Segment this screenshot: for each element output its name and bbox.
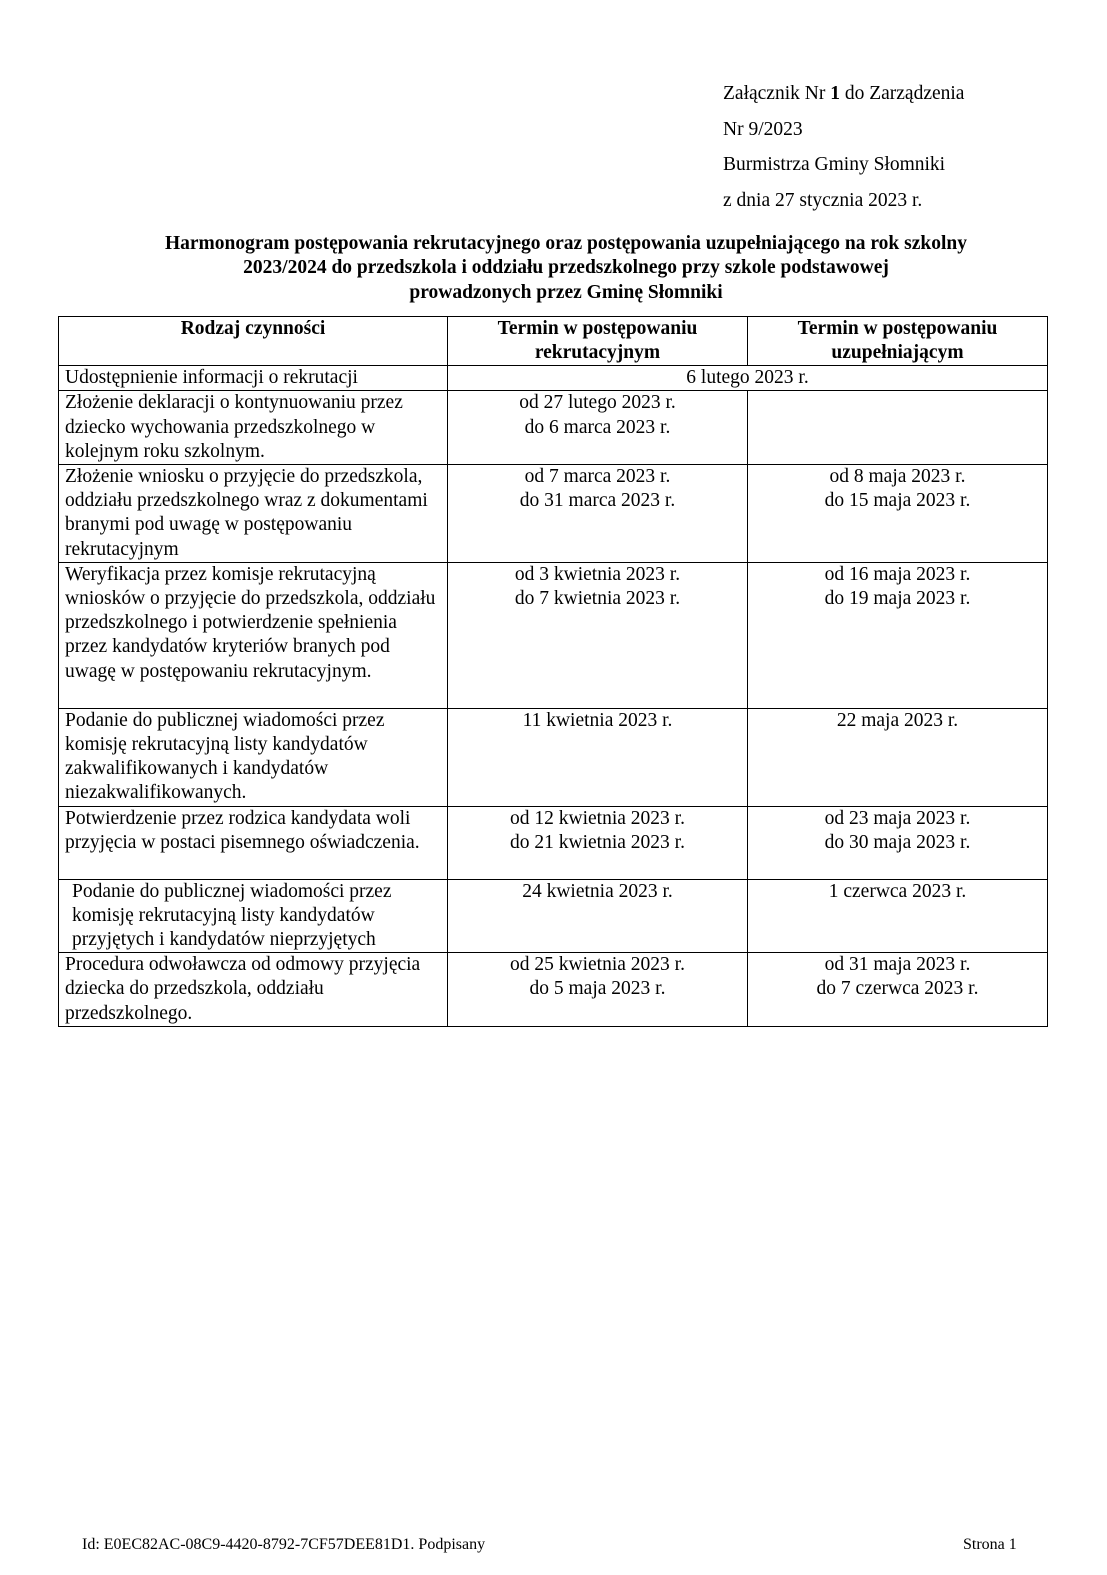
date-to: do 7 czerwca 2023 r. <box>816 978 979 1000</box>
annex-header <box>723 76 964 218</box>
schedule-table <box>58 316 1048 1027</box>
date-to: do 7 kwietnia 2023 r. <box>514 588 681 610</box>
recruitment-date-cell <box>448 391 748 465</box>
page-number-footer: Strona 1 <box>963 1536 1017 1553</box>
date-from: od 27 lutego 2023 r. <box>519 392 676 414</box>
merged-date-cell: 6 lutego 2023 r. <box>448 366 1048 391</box>
header-supplementary-line-1: Termin w postępowaniu <box>797 318 998 339</box>
activity-cell: Potwierdzenie przez rodzica kandydata woli przyjęcia w postaci pisemnego oświadczenia. <box>59 806 448 879</box>
table-row <box>59 465 1048 563</box>
supplementary-date-cell <box>748 806 1048 879</box>
activity-cell: Procedura odwoławcza od odmowy przyjęcia dziecka do przedszkola, oddziału przedszkolnego. <box>59 953 448 1027</box>
header-supplementary <box>748 317 1048 366</box>
supplementary-date-cell <box>748 465 1048 563</box>
header-supplementary-line-2: uzupełniającym <box>831 342 964 364</box>
date-from: od 31 maja 2023 r. <box>824 954 971 976</box>
header-activity: Rodzaj czynności <box>59 317 448 366</box>
recruitment-date-cell: 11 kwietnia 2023 r. <box>448 708 748 806</box>
date-to: do 30 maja 2023 r. <box>824 831 971 853</box>
header-recruitment-line-1: Termin w postępowaniu <box>497 318 698 339</box>
supplementary-date-cell <box>748 562 1048 708</box>
recruitment-date-cell <box>448 806 748 879</box>
supplementary-date-cell <box>748 391 1048 465</box>
date-to: do 21 kwietnia 2023 r. <box>510 831 685 853</box>
table-row <box>59 806 1048 879</box>
recruitment-date-cell <box>448 953 748 1027</box>
recruitment-date-cell: 24 kwietnia 2023 r. <box>448 879 748 953</box>
annex-line-1 <box>723 76 964 112</box>
table-row <box>59 879 1048 953</box>
activity-cell: Podanie do publicznej wiadomości przez komisję rekrutacyjną listy kandydatów przyjętych i kandydatów nieprzyjętych <box>59 879 448 953</box>
date-from: od 12 kwietnia 2023 r. <box>510 807 685 829</box>
table-row <box>59 366 1048 391</box>
date-from: od 8 maja 2023 r. <box>829 466 966 488</box>
document-title <box>60 232 1072 305</box>
supplementary-date-cell <box>748 953 1048 1027</box>
title-line-1: Harmonogram postępowania rekrutacyjnego oraz postępowania uzupełniającego na rok szkolny <box>164 233 968 254</box>
annex-number: 1 <box>830 83 840 104</box>
date-from: od 25 kwietnia 2023 r. <box>510 954 685 976</box>
annex-line-1-prefix: Załącznik Nr <box>723 83 831 104</box>
activity-cell: Udostępnienie informacji o rekrutacji <box>59 366 448 391</box>
table-row <box>59 562 1048 708</box>
date-to: do 15 maja 2023 r. <box>824 490 971 512</box>
header-recruitment-line-2: rekrutacyjnym <box>534 342 661 364</box>
activity-cell: Weryfikacja przez komisje rekrutacyjną wniosków o przyjęcie do przedszkola, oddziału przedszkolnego i potwierdzenie spełnienia przez kandydatów kryteriów branych pod uwagę w postępowaniu rekrutacyjnym. <box>59 562 448 708</box>
table-row <box>59 391 1048 465</box>
document-id-footer: Id: E0EC82AC-08C9-4420-8792-7CF57DEE81D1. Podpisany <box>82 1536 486 1553</box>
date-to: do 5 maja 2023 r. <box>529 978 666 1000</box>
activity-cell: Podanie do publicznej wiadomości przez komisję rekrutacyjną listy kandydatów zakwalifikowanych i kandydatów niezakwalifikowanych. <box>59 708 448 806</box>
date-from: od 3 kwietnia 2023 r. <box>514 563 681 585</box>
date-to: do 6 marca 2023 r. <box>524 416 671 438</box>
date-from: od 7 marca 2023 r. <box>524 466 671 488</box>
annex-line-1-suffix: do Zarządzenia <box>839 83 965 104</box>
annex-line-2: Nr 9/2023 <box>723 118 803 140</box>
recruitment-date-cell <box>448 562 748 708</box>
date-from: od 16 maja 2023 r. <box>824 563 971 585</box>
activity-cell: Złożenie wniosku o przyjęcie do przedszkola, oddziału przedszkolnego wraz z dokumentami branymi pod uwagę w postępowaniu rekrutacyjnym <box>59 465 448 563</box>
header-recruitment <box>448 317 748 366</box>
supplementary-date-cell: 1 czerwca 2023 r. <box>748 879 1048 953</box>
date-to: do 19 maja 2023 r. <box>824 588 971 610</box>
title-line-2: 2023/2024 do przedszkola i oddziału przedszkolnego przy szkole podstawowej <box>243 257 889 279</box>
date-from: od 23 maja 2023 r. <box>824 807 971 829</box>
table-row <box>59 708 1048 806</box>
title-line-3: prowadzonych przez Gminę Słomniki <box>409 281 723 303</box>
annex-line-4: z dnia 27 stycznia 2023 r. <box>723 189 923 211</box>
activity-cell: Złożenie deklaracji o kontynuowaniu przez dziecko wychowania przedszkolnego w kolejnym roku szkolnym. <box>59 391 448 465</box>
table-row <box>59 953 1048 1027</box>
annex-line-3: Burmistrza Gminy Słomniki <box>723 154 946 175</box>
date-to: do 31 marca 2023 r. <box>519 490 676 512</box>
table-header-row <box>59 317 1048 366</box>
supplementary-date-cell: 22 maja 2023 r. <box>748 708 1048 806</box>
recruitment-date-cell <box>448 465 748 563</box>
